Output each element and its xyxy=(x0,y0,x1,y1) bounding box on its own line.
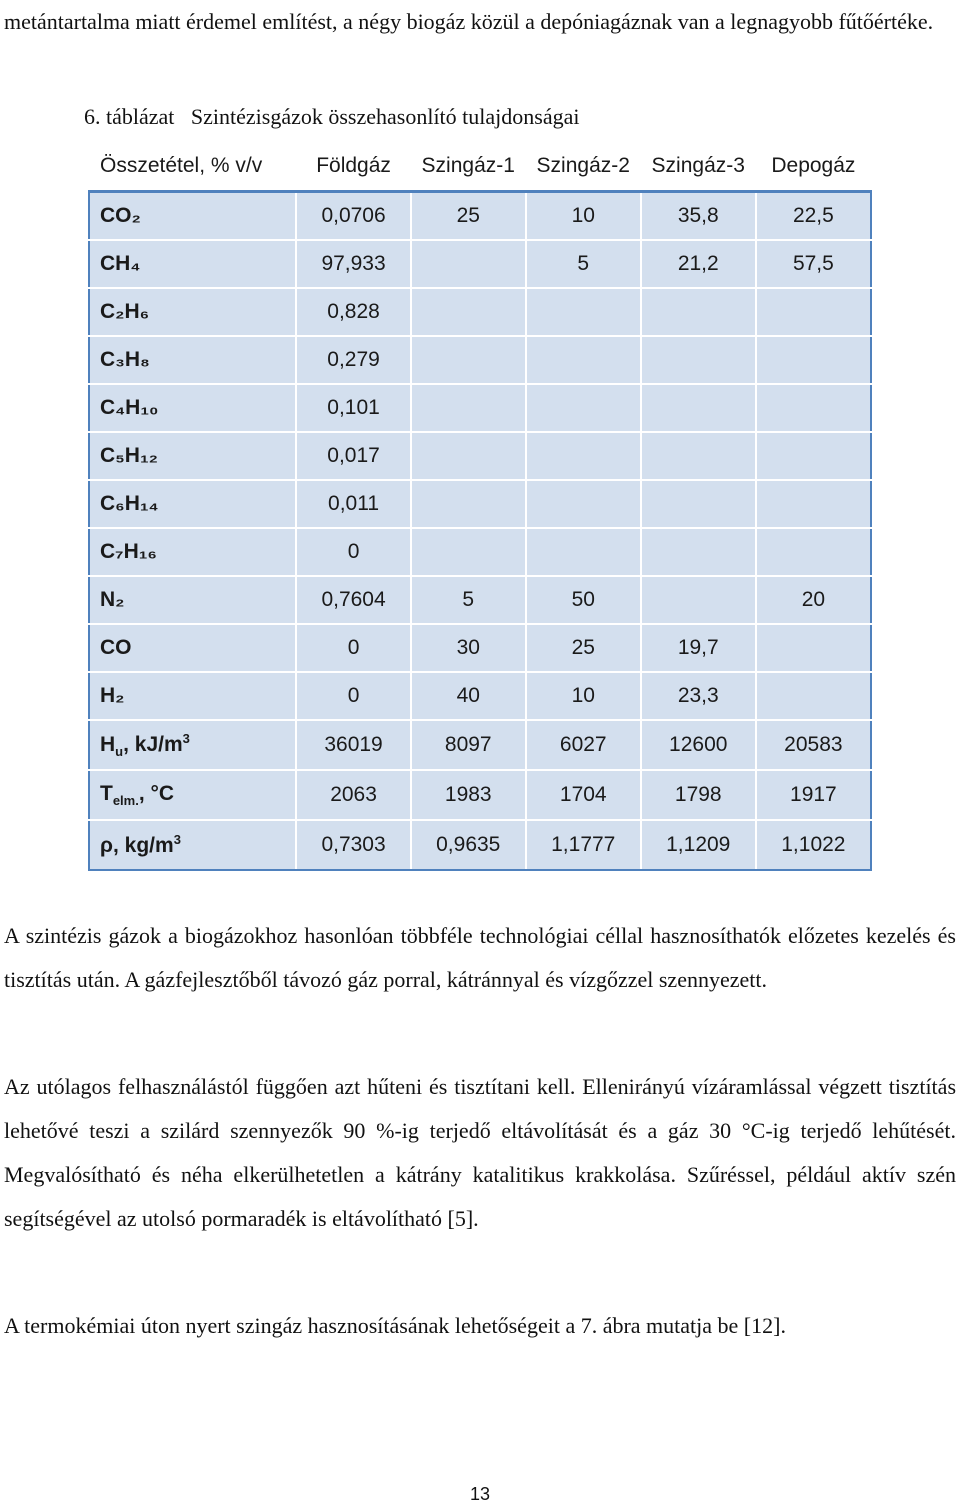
body-paragraph: A termokémiai úton nyert szingáz hasznosításának lehetőségeit a 7. ábra mutatja be [12]. xyxy=(4,1313,786,1338)
table-cell: 5 xyxy=(411,576,526,624)
table-cell: 36019 xyxy=(296,720,410,770)
table-cell xyxy=(641,384,756,432)
table-row xyxy=(89,384,871,432)
table-cell: 30 xyxy=(411,624,526,672)
row-label-main: ρ, kg/m xyxy=(100,834,174,857)
table-row xyxy=(89,528,871,576)
table-cell xyxy=(411,480,526,528)
table-cell xyxy=(526,336,641,384)
table-cell: 20 xyxy=(756,576,871,624)
table-row xyxy=(89,336,871,384)
table-cell xyxy=(411,288,526,336)
row-label-sup: 3 xyxy=(173,832,181,847)
table-cell: 21,2 xyxy=(641,240,756,288)
table-row xyxy=(89,480,871,528)
table-cell: 0,017 xyxy=(296,432,410,480)
header-szingaz-3: Szingáz-3 xyxy=(641,142,756,192)
row-label: C₆H₁₄ xyxy=(89,480,296,528)
header-szingaz-2: Szingáz-2 xyxy=(526,142,641,192)
table-cell: 1704 xyxy=(526,770,641,820)
table-cell xyxy=(641,576,756,624)
table-cell xyxy=(411,432,526,480)
table-cell: 40 xyxy=(411,672,526,720)
table-cell xyxy=(756,480,871,528)
header-composition: Összetétel, % v/v xyxy=(89,142,296,192)
table-cell: 50 xyxy=(526,576,641,624)
row-label: CO₂ xyxy=(89,192,296,241)
body-paragraph: A szintézis gázok a biogázokhoz hasonlóan többféle technológiai céllal hasznosíthatók előzetes kezelés és tisztítás után. A gázfejlesztőből távozó gáz porral, kátránnyal és vízgőzzel szennyezett. xyxy=(4,923,956,992)
row-label-main: T xyxy=(100,781,113,805)
header-szingaz-1: Szingáz-1 xyxy=(411,142,526,192)
table-cell: 23,3 xyxy=(641,672,756,720)
table-cell xyxy=(756,432,871,480)
table-cell xyxy=(411,240,526,288)
table-row xyxy=(89,240,871,288)
table-cell: 1,1209 xyxy=(641,820,756,870)
table-cell: 97,933 xyxy=(296,240,410,288)
row-label: C₇H₁₆ xyxy=(89,528,296,576)
row-label: C₅H₁₂ xyxy=(89,432,296,480)
table-cell xyxy=(756,384,871,432)
table-row xyxy=(89,576,871,624)
header-foldgaz: Földgáz xyxy=(296,142,410,192)
table-cell: 1983 xyxy=(411,770,526,820)
table-cell: 1798 xyxy=(641,770,756,820)
table-cell: 2063 xyxy=(296,770,410,820)
table-cell: 0 xyxy=(296,672,410,720)
row-label-heating-value xyxy=(89,720,296,770)
row-label-density xyxy=(89,820,296,870)
table-cell xyxy=(526,480,641,528)
intro-paragraph: metántartalma miatt érdemel említést, a négy biogáz közül a depóniagáznak van a legnagyobb fűtőértéke. xyxy=(4,9,934,34)
header-depogaz: Depogáz xyxy=(756,142,871,192)
table-cell: 10 xyxy=(526,192,641,241)
table-cell: 8097 xyxy=(411,720,526,770)
table-cell xyxy=(641,432,756,480)
row-label-sub: u xyxy=(115,744,124,760)
table-cell: 57,5 xyxy=(756,240,871,288)
table-cell: 0,101 xyxy=(296,384,410,432)
table-cell: 0,7303 xyxy=(296,820,410,870)
table-cell xyxy=(411,384,526,432)
table-cell xyxy=(526,528,641,576)
table-cell: 0,7604 xyxy=(296,576,410,624)
table-cell: 22,5 xyxy=(756,192,871,241)
table-cell xyxy=(526,288,641,336)
table-row xyxy=(89,820,871,870)
table-row xyxy=(89,624,871,672)
row-label-rest: , °C xyxy=(138,781,175,805)
table-cell: 0,011 xyxy=(296,480,410,528)
row-label-sup: 3 xyxy=(182,730,190,746)
table-row xyxy=(89,770,871,820)
table-row xyxy=(89,192,871,241)
row-label: C₂H₆ xyxy=(89,288,296,336)
table-cell: 0 xyxy=(296,624,410,672)
table-cell: 1,1022 xyxy=(756,820,871,870)
row-label-sub: elm. xyxy=(112,793,139,809)
table-cell: 25 xyxy=(411,192,526,241)
table-cell: 12600 xyxy=(641,720,756,770)
table-cell: 0,828 xyxy=(296,288,410,336)
table-cell: 0,9635 xyxy=(411,820,526,870)
table-cell: 1,1777 xyxy=(526,820,641,870)
table-cell xyxy=(526,384,641,432)
table-cell xyxy=(411,528,526,576)
row-label: C₃H₈ xyxy=(89,336,296,384)
table-cell xyxy=(641,288,756,336)
table-cell: 20583 xyxy=(756,720,871,770)
table-cell: 10 xyxy=(526,672,641,720)
table-cell: 0 xyxy=(296,528,410,576)
table-cell: 5 xyxy=(526,240,641,288)
row-label-rest: , kJ/m xyxy=(123,732,183,756)
table-cell: 6027 xyxy=(526,720,641,770)
table-cell xyxy=(641,336,756,384)
table-cell xyxy=(641,480,756,528)
table-row xyxy=(89,432,871,480)
row-label-temperature xyxy=(89,770,296,820)
table-cell xyxy=(756,528,871,576)
row-label: H₂ xyxy=(89,672,296,720)
row-label-main: H xyxy=(100,732,116,756)
table-row xyxy=(89,720,871,770)
row-label: N₂ xyxy=(89,576,296,624)
table-cell xyxy=(526,432,641,480)
table-cell xyxy=(756,624,871,672)
table-cell: 0,0706 xyxy=(296,192,410,241)
table-cell: 35,8 xyxy=(641,192,756,241)
table-row xyxy=(89,672,871,720)
page-number: 13 xyxy=(469,1484,491,1504)
table-caption: 6. táblázat Szintézisgázok összehasonlító tulajdonságai xyxy=(84,104,580,129)
table-row xyxy=(89,288,871,336)
syngas-comparison-table xyxy=(88,142,872,871)
table-cell: 1917 xyxy=(756,770,871,820)
table-cell xyxy=(756,288,871,336)
row-label: CO xyxy=(89,624,296,672)
table-cell: 25 xyxy=(526,624,641,672)
table-header-row xyxy=(89,142,871,192)
table-cell xyxy=(411,336,526,384)
row-label: CH₄ xyxy=(89,240,296,288)
row-label: C₄H₁₀ xyxy=(89,384,296,432)
table-cell xyxy=(756,672,871,720)
table-cell xyxy=(641,528,756,576)
table-cell: 0,279 xyxy=(296,336,410,384)
comparison-table-wrapper xyxy=(88,142,872,871)
body-paragraph: Az utólagos felhasználástól függően azt hűteni és tisztítani kell. Ellenirányú vízáramlással végzett tisztítás lehetővé teszi a szilárd szennyezők 90 %-ig terjedő eltávolítását és a gáz 30 °C-ig terjedő lehűtését. Megvalósítható és néha elkerülhetetlen a kátrány katalitikus krakkolása. Szűréssel, például aktív szén segítségével az utolsó pormaradék is eltávolítható [5]. xyxy=(4,1074,956,1231)
table-cell: 19,7 xyxy=(641,624,756,672)
table-cell xyxy=(756,336,871,384)
